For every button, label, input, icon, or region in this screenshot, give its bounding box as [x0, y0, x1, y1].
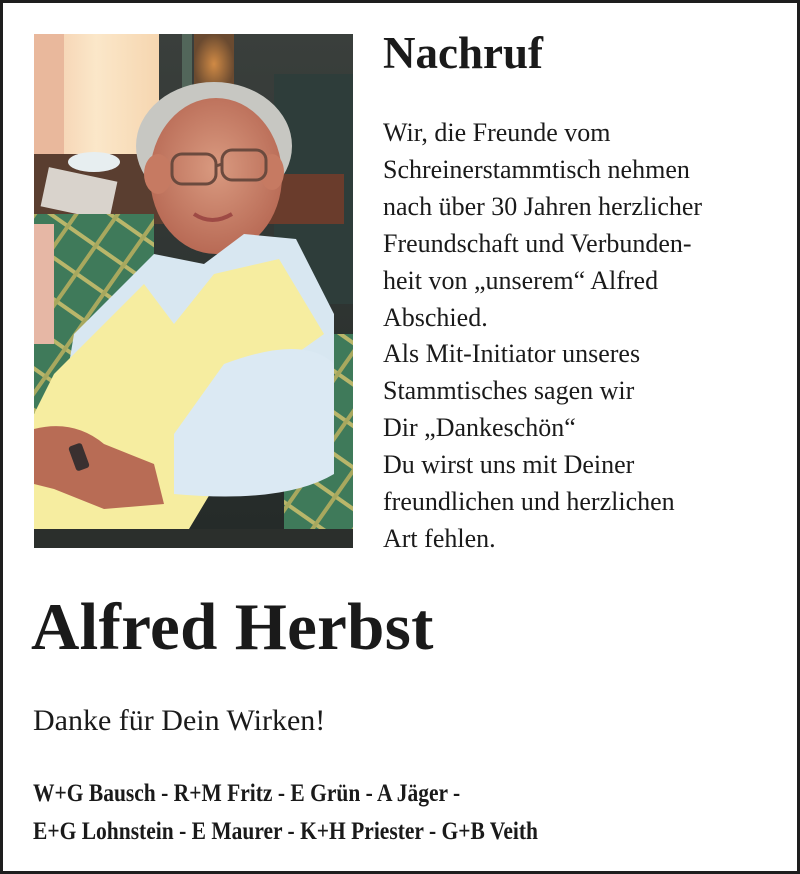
- portrait-image: [34, 34, 353, 548]
- portrait-photo: [34, 34, 353, 548]
- tribute-text: [383, 115, 793, 558]
- tribute-line: Freundschaft und Verbunden-: [383, 228, 692, 258]
- notice-heading: Nachruf: [383, 28, 543, 78]
- tagline: Danke für Dein Wirken!: [33, 704, 326, 737]
- signature-line: W+G Bausch - R+M Fritz - E Grün - A Jäger -: [33, 780, 461, 807]
- tribute-line: Abschied.: [383, 302, 488, 332]
- tribute-line: Art fehlen.: [383, 523, 496, 553]
- deceased-name: Alfred Herbst: [31, 590, 434, 664]
- tribute-line: Wir, die Freunde vom: [383, 118, 611, 147]
- tribute-line: heit von „unserem“ Alfred: [383, 265, 659, 295]
- tribute-line: freundlichen und herzlichen: [383, 487, 675, 517]
- tribute-line: Du wirst uns mit Deiner: [383, 450, 635, 480]
- tribute-line: Stammtisches sagen wir: [383, 376, 635, 406]
- signatures: [33, 775, 800, 851]
- tribute-line: Dir „Dankeschön“: [383, 413, 576, 443]
- tribute-line: Als Mit-Initiator unseres: [383, 339, 641, 369]
- tribute-line: nach über 30 Jahren herzlicher: [383, 191, 703, 221]
- signature-line: E+G Lohnstein - E Maurer - K+H Priester - G+B Veith: [33, 818, 538, 845]
- tribute-line: Schreinerstammtisch nehmen: [383, 154, 690, 184]
